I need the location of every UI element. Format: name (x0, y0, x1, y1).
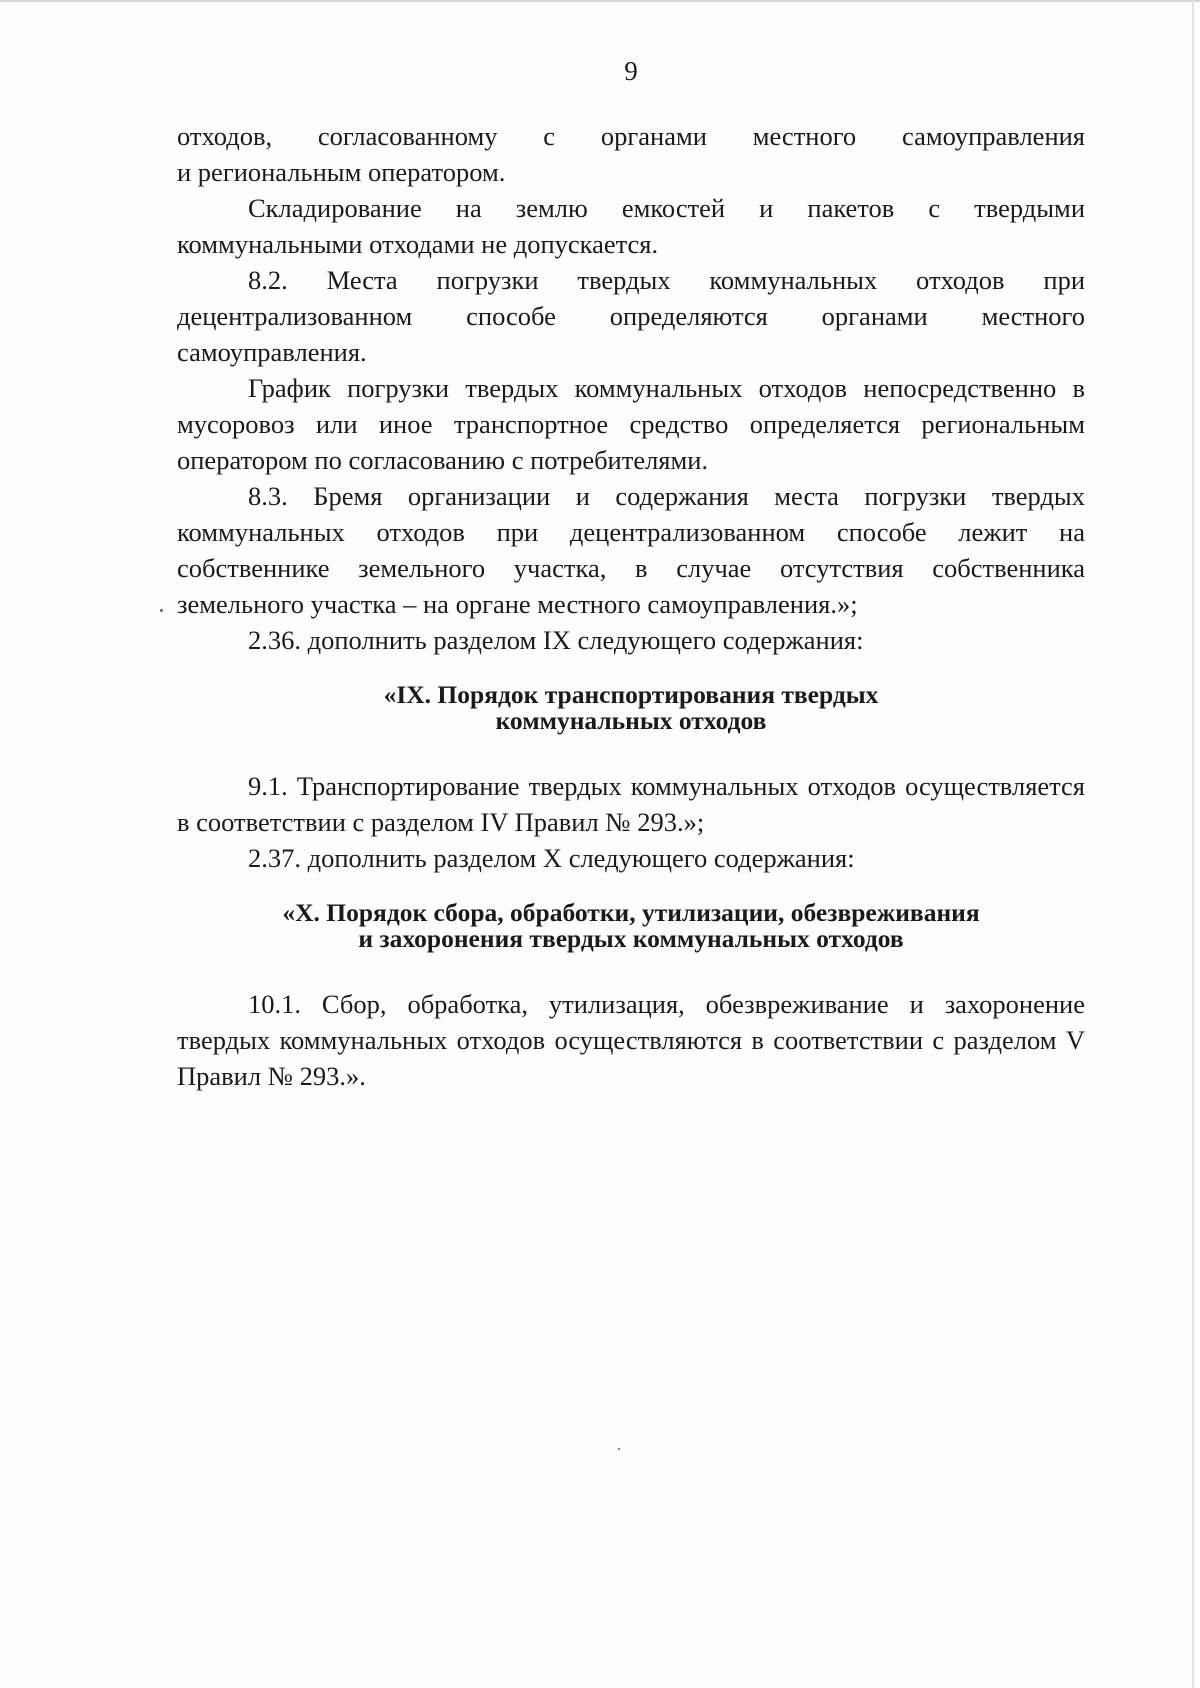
paragraph: 2.37. дополнить разделом X следующего содержания: (248, 843, 855, 873)
heading-line: «X. Порядок сбора, обработки, утилизации, обезвреживания (282, 898, 980, 927)
paragraph: 10.1. Сбор, обработка, утилизация, обезвреживание и захоронение твердых коммунальных отходов осуществляются в соответствии с разделом V Правил № 293.». (177, 989, 1085, 1091)
section-heading-ix (177, 682, 1085, 734)
paragraph: 8.2. Места погрузки твердых коммунальных отходов при децентрализованном способе определяются органами местного самоуправления. (177, 265, 1085, 367)
paragraph: 2.36. дополнить разделом IX следующего содержания: (248, 625, 864, 655)
scan-speck (160, 609, 163, 612)
paragraph: 9.1. Транспортирование твердых коммунальных отходов осуществляется в соответствии с разделом IV Правил № 293.»; (177, 771, 1085, 837)
paragraph: График погрузки твердых коммунальных отходов непосредственно в мусоровоз или иное транспортное средство определяется региональным оператором по согласованию с потребителями. (177, 373, 1085, 475)
scan-speck (618, 1448, 620, 1450)
section-heading-x (177, 900, 1085, 952)
paragraph: 8.3. Бремя организации и содержания места погрузки твердых коммунальных отходов при децентрализованном способе лежит на собственнике земельного участка, в случае отсутствия собственника земельного участка – на органе местного самоуправления.»; (177, 481, 1085, 619)
heading-line: и захоронения твердых коммунальных отходов (358, 924, 904, 953)
scan-edge (0, 0, 1200, 2)
scan-edge (1192, 0, 1194, 1688)
document-body (177, 118, 1085, 1094)
paragraph: отходов, согласованному с органами местного самоуправления (177, 121, 1085, 151)
paragraph: Складирование на землю емкостей и пакетов с твердыми коммунальными отходами не допускается. (177, 193, 1085, 259)
heading-line: «IX. Порядок транспортирования твердых (383, 680, 879, 709)
paragraph: и региональным оператором. (177, 157, 506, 187)
heading-line: коммунальных отходов (495, 706, 767, 735)
page-number: 9 (624, 56, 638, 86)
